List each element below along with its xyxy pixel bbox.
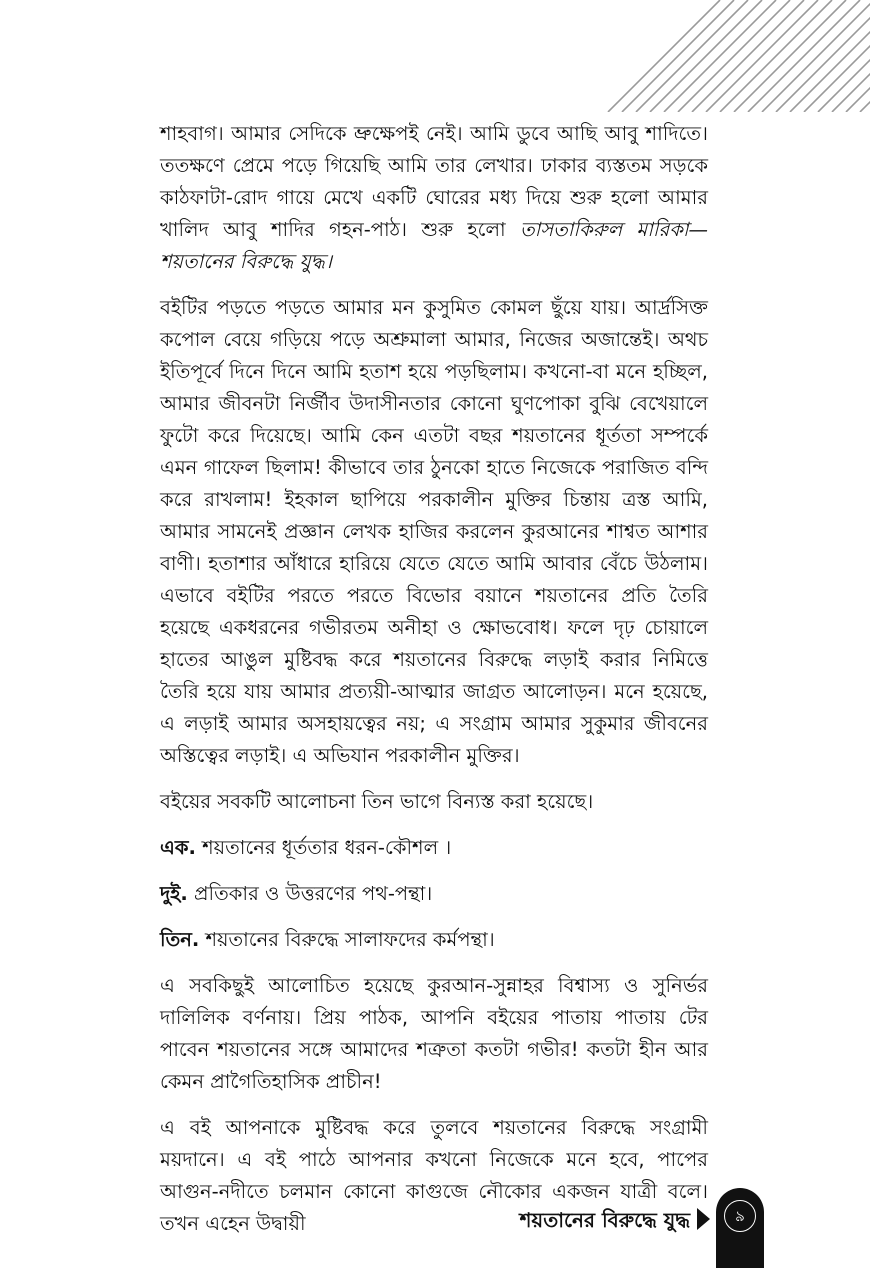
list-item-two-label: দুই. <box>160 882 188 905</box>
list-item-one-text: শয়তানের ধূর্ততার ধরন-কৌশল । <box>202 836 452 859</box>
page-number: ৯ <box>724 1200 756 1232</box>
paragraph-call-to-struggle: এ বই আপনাকে মুষ্টিবদ্ধ করে তুলবে শয়তানের বিরুদ্ধে সংগ্রামী ময়দানে। এ বই পাঠে আপনার কখনো নিজেকে মনে হবে, পাপের আগুন-নদীতে চলমান কোনো কাগুজে নৌকোর একজন যাত্রী বলে। তখন এহেন উদ্বায়ী <box>160 1116 708 1235</box>
book-title-italic: তাসতাকিরুল মারিকা—শয়তানের বিরুদ্ধে যুদ্ধ। <box>160 218 708 273</box>
paragraph-intro-text: শাহবাগ। আমার সেদিকে ভ্রুক্ষেপই নেই। আমি ডুবে আছি আবু শাদিতে। ততক্ষণে প্রেমে পড়ে গিয়েছি আমি তার লেখার। ঢাকার ব্যস্ততম সড়কে কাঠফাটা-রোদ গায়ে মেখে একটি ঘোরের মধ্য দিয়ে শুরু হলো আমার খালিদ আবু শাদির গহন-পাঠ। শুরু হলো <box>160 122 708 241</box>
list-item-two-text: প্রতিকার ও উত্তরণের পথ-পন্থা। <box>194 882 433 905</box>
list-item-three-label: তিন. <box>160 928 200 951</box>
arrow-right-icon <box>697 1208 710 1230</box>
running-title: শয়তানের বিরুদ্ধে যুদ্ধ <box>519 1208 690 1232</box>
paragraph-reading-experience: বইটির পড়তে পড়তে আমার মন কুসুমিত কোমল ছুঁয়ে যায়। আর্দ্রসিক্ত কপোল বেয়ে গড়িয়ে পড়ে অশ্রুমালা আমার, নিজের অজান্তেই। অথচ ইতিপূর্বে দিনে দিনে আমি হতাশ হয়ে পড়ছিলাম। কখনো-বা মনে হচ্ছিল, আমার জীবনটা নির্জীব উদাসীনতার কোনো ঘুণপোকা বুঝি বেখেয়ালে ফুটো করে দিয়েছে। আমি কেন এতটা বছর শয়তানের ধূর্ততা সম্পর্কে এমন গাফেল ছিলাম! কীভাবে তার ঠুনকো হাতে নিজেকে পরাজিত বন্দি করে রাখলাম! ইহকাল ছাপিয়ে পরকালীন মুক্তির চিন্তায় ত্রস্ত আমি, আমার সামনেই প্রজ্ঞান লেখক হাজির করলেন কুরআনের শাশ্বত আশার বাণী। হতাশার আঁধারে হারিয়ে যেতে যেতে আমি আবার বেঁচে উঠলাম। এভাবে বইটির পরতে পরতে বিভোর বয়ানে শয়তানের প্রতি তৈরি হয়েছে একধরনের গভীরতম অনীহা ও ক্ষোভবোধ। ফলে দৃঢ় চোয়ালে হাতের আঙুল মুষ্টিবদ্ধ করে শয়তানের বিরুদ্ধে লড়াই করার নিমিত্তে তৈরি হয়ে যায় আমার প্রত্যয়ী-আত্মার জাগ্রত আলোড়ন। মনে হয়েছে, এ লড়াই আমার অসহায়ত্বের নয়; এ সংগ্রাম আমার সুকুমার জীবনের অস্তিত্বের লড়াই। এ অভিযান পরকালীন মুক্তির। <box>160 296 708 767</box>
corner-stripe-decoration <box>490 0 870 112</box>
list-item-three-text: শয়তানের বিরুদ্ধে সালাফদের কর্মপন্থা। <box>205 928 495 951</box>
page-number-tab <box>716 1188 764 1268</box>
page-body <box>160 118 708 1254</box>
paragraph-structure: বইয়ের সবকটি আলোচনা তিন ভাগে বিন্যস্ত করা হয়েছে। <box>160 790 594 813</box>
paragraph-sources: এ সবকিছুই আলোচিত হয়েছে কুরআন-সুন্নাহর বিশ্বাস্য ও সুনির্ভর দালিলিক বর্ণনায়। প্রিয় পাঠক, আপনি বইয়ের পাতায় পাতায় টের পাবেন শয়তানের সঙ্গে আমাদের শত্রুতা কতটা গভীর! কতটা হীন আর কেমন প্রাগৈতিহাসিক প্রাচীন! <box>160 974 708 1093</box>
list-item-one-label: এক. <box>160 836 196 859</box>
list-item-three <box>160 924 708 956</box>
paragraph-intro <box>160 118 708 278</box>
page-footer <box>0 1188 870 1268</box>
list-item-two <box>160 878 708 910</box>
list-item-one <box>160 832 708 864</box>
